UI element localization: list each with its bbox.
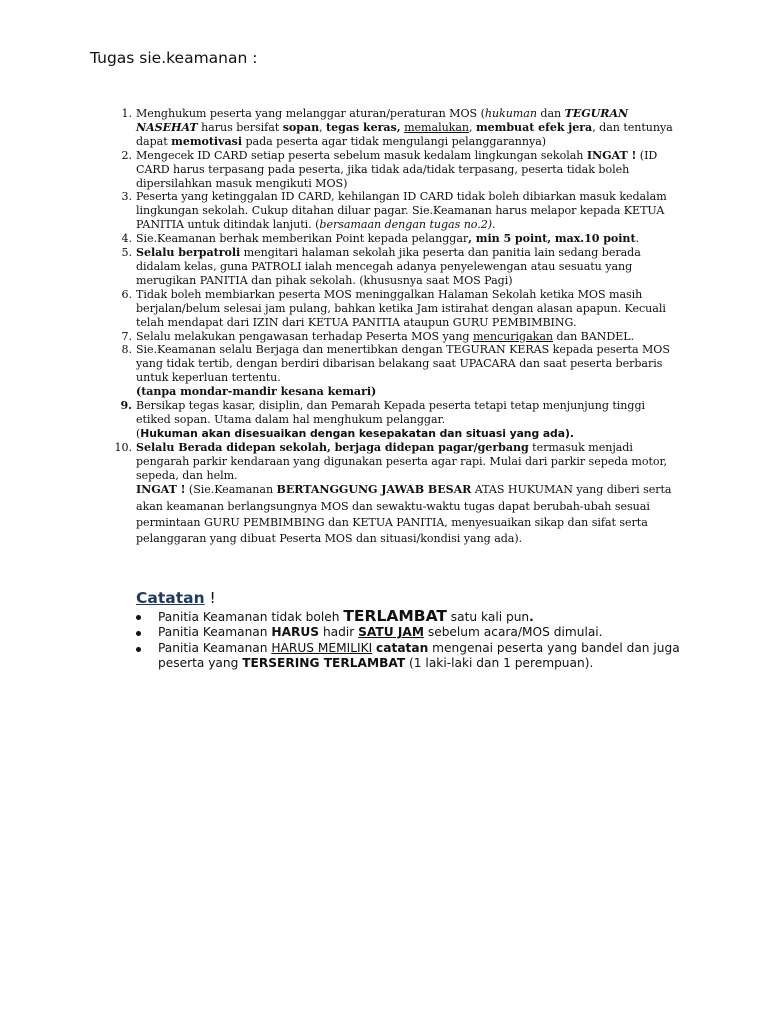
note-bold-underline: SATU JAM: [358, 625, 424, 640]
task-item-9: [120, 399, 676, 441]
task-bold: membuat efek jera: [475, 120, 593, 134]
note-emphasis: TERLAMBAT: [343, 606, 447, 625]
task-bold: tegas keras,: [326, 120, 401, 134]
task-number: 1.: [121, 107, 132, 120]
task-bold-italic: TEGURAN NASEHAT: [136, 107, 629, 134]
task-text: .: [635, 232, 640, 246]
task-text: Peserta yang ketinggalan ID CARD, kehilangan ID CARD tidak boleh dibiarkan masuk kedalam lingkungan sekolah. Cukup ditahan diluar pagar. Sie.Keamanan harus melapor kepada KETUA PANITIA untuk ditindak lanjuti. (: [136, 190, 667, 232]
task-list: [114, 107, 676, 547]
task-text: termasuk menjadi pengarah parkir kendaraan yang digunakan peserta agar rapi. Mulai dari parkir sepeda motor, sepeda, dan helm.: [136, 440, 668, 482]
task-number: 5.: [121, 246, 132, 260]
task-bold-sans: Hukuman akan disesuaikan dengan kesepakatan dan situasi yang ada).: [140, 426, 574, 440]
task-number: 6.: [121, 287, 132, 301]
task-text: dan BANDEL.: [553, 329, 635, 343]
task-text: , dan tentunya dapat: [136, 120, 673, 148]
task-text: (ID CARD harus terpasang pada peserta, jika tidak ada/tidak terpasang, peserta tidak boleh dipersilahkan masuk mengikuti MOS): [136, 148, 658, 190]
task-text: ,: [319, 120, 327, 134]
task-item-7: [121, 329, 676, 344]
task-bold: , min 5 point, max.10 point: [468, 232, 636, 246]
task-bold: Selalu berpatroli: [136, 246, 241, 260]
catatan-item-2: [136, 625, 696, 641]
task-text: ATAS HUKUMAN yang diberi serta akan keamanan berlangsungnya MOS dan sewaktu-waktu tugas dapat berubah-ubah sesuai permintaan GURU PEMBIMBING dan KETUA PANITIA, menyesuaikan sikap dan sifat serta pelanggaran yang dibuat Peserta MOS dan situasi/kondisi yang ada).: [136, 483, 672, 546]
task-number: 7.: [121, 329, 132, 343]
task-number: 9.: [120, 399, 132, 413]
catatan-item-3: [136, 641, 696, 672]
note-text: (1 laki-laki dan 1 perempuan).: [405, 656, 594, 671]
task-bold: INGAT !: [586, 148, 637, 162]
task-item-1: [121, 107, 676, 149]
note-text: mengenai peserta yang bandel dan juga peserta yang: [158, 640, 680, 671]
task-item-8: [121, 343, 676, 399]
task-underline: mencurigakan: [472, 329, 553, 343]
task-number: 2.: [121, 148, 132, 162]
note-bold: TERSERING TERLAMBAT: [242, 656, 406, 671]
task-text: harus bersifat: [197, 120, 283, 134]
task-number: 3.: [121, 190, 132, 204]
note-underline: HARUS MEMILIKI: [271, 640, 373, 655]
task-text: ,: [469, 120, 476, 134]
task-text: pada peserta agar tidak mengulangi pelanggarannya): [242, 134, 547, 148]
task-bold: memotivasi: [171, 134, 242, 148]
task-item-5: [121, 246, 676, 288]
task-bold: BERTANGGUNG JAWAB BESAR: [276, 483, 472, 497]
catatan-heading: [136, 591, 696, 607]
task-item-2: [121, 148, 676, 191]
task-text: Sie.Keamanan berhak memberikan Point kepada pelanggar: [136, 232, 469, 246]
task-text: Bersikap tegas kasar, disiplin, dan Pemarah Kepada peserta tetapi tetap menjunjung tinggi etiked sopan. Utama dalam hal menghukum pelanggar.: [136, 399, 645, 426]
note-text: satu kali pun: [446, 609, 530, 624]
task-italic: hukuman: [484, 107, 537, 120]
catatan-heading-word: Catatan: [136, 589, 205, 607]
task-item-3: [121, 190, 676, 232]
note-bold: catatan: [376, 640, 429, 655]
task-bold: sopan: [282, 120, 320, 134]
task-underline: memalukan: [404, 120, 470, 134]
note-text: Panitia Keamanan: [158, 625, 272, 640]
task-text: (Sie.Keamanan: [185, 483, 277, 497]
note-text: hadir: [319, 625, 359, 640]
catatan-list: [136, 606, 696, 672]
task-item-4: [121, 232, 676, 246]
task-number: 8.: [121, 343, 132, 357]
note-text: Panitia Keamanan tidak boleh: [158, 609, 344, 624]
task-text: Menghukum peserta yang melanggar aturan/peraturan MOS (: [136, 107, 485, 120]
catatan-item-1: [136, 606, 696, 626]
note-bold: HARUS: [271, 625, 320, 640]
task-item-10: [114, 440, 676, 548]
task-bold: INGAT !: [136, 483, 186, 497]
note-bold: .: [529, 609, 534, 624]
page-title: Tugas sie.keamanan :: [90, 49, 258, 67]
catatan-heading-suffix: !: [204, 589, 216, 607]
catatan-section: [136, 591, 696, 672]
task-text: Selalu melakukan pengawasan terhadap Peserta MOS yang: [136, 329, 473, 343]
task-text: (: [136, 426, 141, 440]
task-item-6: [121, 287, 676, 330]
task-text: Sie.Keamanan selalu Berjaga dan menertibkan dengan TEGURAN KERAS kepada peserta MOS yang tidak tertib, dengan berdiri dibarisan belakang saat UPACARA dan saat peserta berbaris untuk keperluan tertentu.: [136, 343, 670, 385]
task-text: dan: [536, 107, 565, 120]
task-text: Tidak boleh membiarkan peserta MOS meninggalkan Halaman Sekolah ketika MOS masih berjalan/belum selesai jam pulang, bahkan ketika Jam istirahat dengan alasan apapun. Kecuali telah mendapat dari IZIN dari KETUA PANITIA ataupun GURU PEMBIMBING.: [136, 287, 666, 329]
task-number: 4.: [121, 232, 132, 246]
task-text: mengitari halaman sekolah jika peserta dan panitia lain sedang berada didalam kelas, guna PATROLI ialah mencegah adanya penyelewengan atau sesuatu yang merugikan PANITIA dan pihak sekolah. (khususnya saat MOS Pagi): [136, 246, 641, 287]
note-text: sebelum acara/MOS dimulai.: [423, 625, 603, 640]
note-text: Panitia Keamanan: [158, 640, 272, 655]
task-bold: Selalu Berada didepan sekolah, berjaga didepan pagar/gerbang: [136, 440, 529, 454]
task-text: .: [491, 218, 496, 232]
task-bold: (tanpa mondar-mandir kesana kemari): [136, 385, 377, 399]
task-text: Mengecek ID CARD setiap peserta sebelum masuk kedalam lingkungan sekolah: [136, 148, 587, 162]
task-number: 10.: [114, 440, 132, 454]
task-italic: bersamaan dengan tugas no.2): [319, 218, 492, 232]
